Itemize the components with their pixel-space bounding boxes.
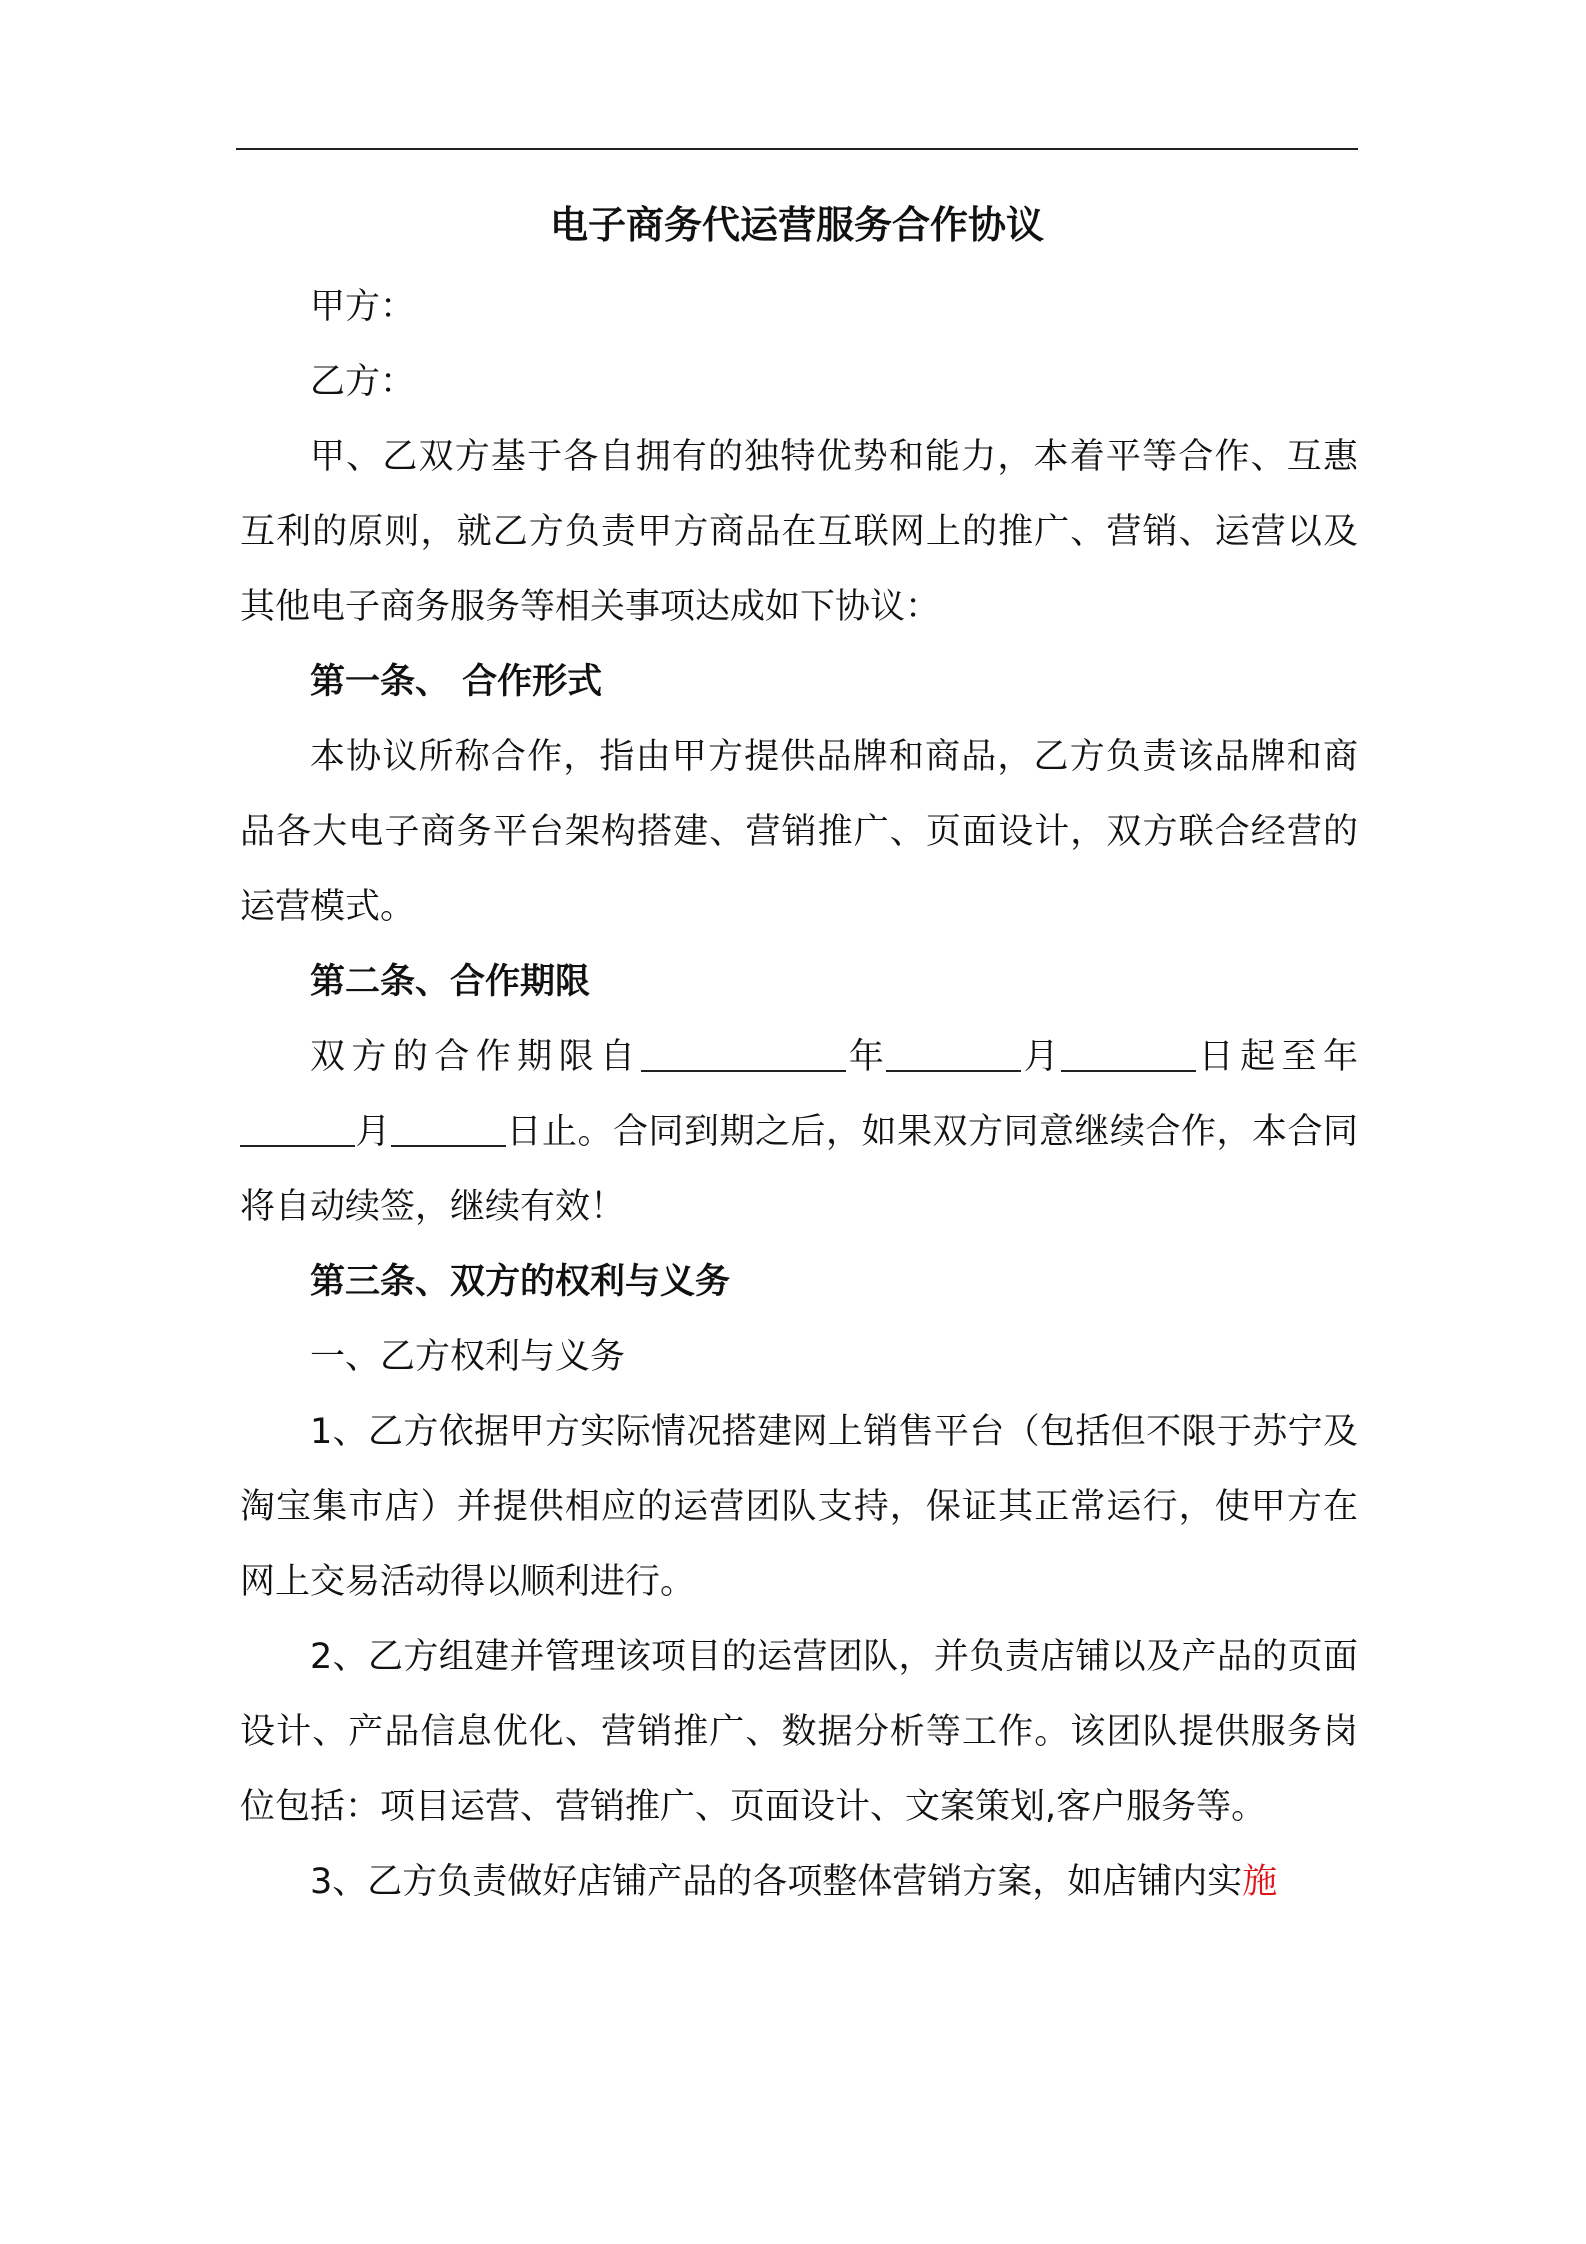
article-3-heading: 第三条、双方的权利与义务 (310, 1262, 731, 1302)
article-3-item-2: 2、乙方组建并管理该项目的运营团队，并负责店铺以及产品的页面设计、产品信息优化、营销推广、数据分析等工作。该团队提供服务岗位包括：项目运营、营销推广、页面设计、文案策划,客户服务等。 (240, 1637, 1358, 1827)
document-body (240, 270, 1358, 1920)
article-3-item-1: 1、乙方依据甲方实际情况搭建网上销售平台（包括但不限于苏宁及淘宝集市店）并提供相应的运营团队支持，保证其正常运行，使甲方在网上交易活动得以顺利进行。 (240, 1412, 1358, 1602)
start-day-blank (1061, 1040, 1196, 1072)
article-2-heading: 第二条、合作期限 (310, 962, 591, 1002)
item-3-highlight: 施 (1242, 1862, 1278, 1902)
party-b-line: 乙方： (310, 362, 416, 402)
party-a-line: 甲方： (310, 287, 416, 327)
start-month-blank (886, 1040, 1021, 1072)
end-month-unit: 月 (355, 1112, 391, 1152)
article-3-subheading: 一、乙方权利与义务 (310, 1337, 626, 1377)
term-end-text: 日止。合同到期之后，如果双方同意继续合作，本合同将自动续签，继续有效！ (240, 1112, 1358, 1227)
article-1-heading: 第一条、 合作形式 (310, 662, 603, 702)
header-rule (236, 148, 1358, 150)
start-year-unit: 年 (846, 1037, 887, 1077)
intro-paragraph: 甲、乙双方基于各自拥有的独特优势和能力，本着平等合作、互惠互利的原则，就乙方负责甲方商品在互联网上的推广、营销、运营以及其他电子商务服务等相关事项达成如下协议： (240, 437, 1358, 627)
term-start-text: 双方的合作期限自 (310, 1037, 642, 1077)
article-3-item-3 (240, 1845, 1358, 1920)
article-1-body: 本协议所称合作，指由甲方提供品牌和商品，乙方负责该品牌和商品各大电子商务平台架构搭建、营销推广、页面设计，双方联合经营的运营模式。 (240, 737, 1358, 927)
end-year-unit: 年 (1322, 1037, 1358, 1077)
end-month-blank (391, 1115, 506, 1147)
term-to-text: 日起至 (1196, 1037, 1323, 1077)
item-3-text: 3、乙方负责做好店铺产品的各项整体营销方案，如店铺内实 (310, 1862, 1243, 1902)
end-year-blank (240, 1115, 355, 1147)
article-2-body (240, 1020, 1358, 1245)
start-year-blank (641, 1040, 846, 1072)
document-title: 电子商务代运营服务合作协议 (549, 203, 1044, 247)
start-month-unit: 月 (1021, 1037, 1062, 1077)
